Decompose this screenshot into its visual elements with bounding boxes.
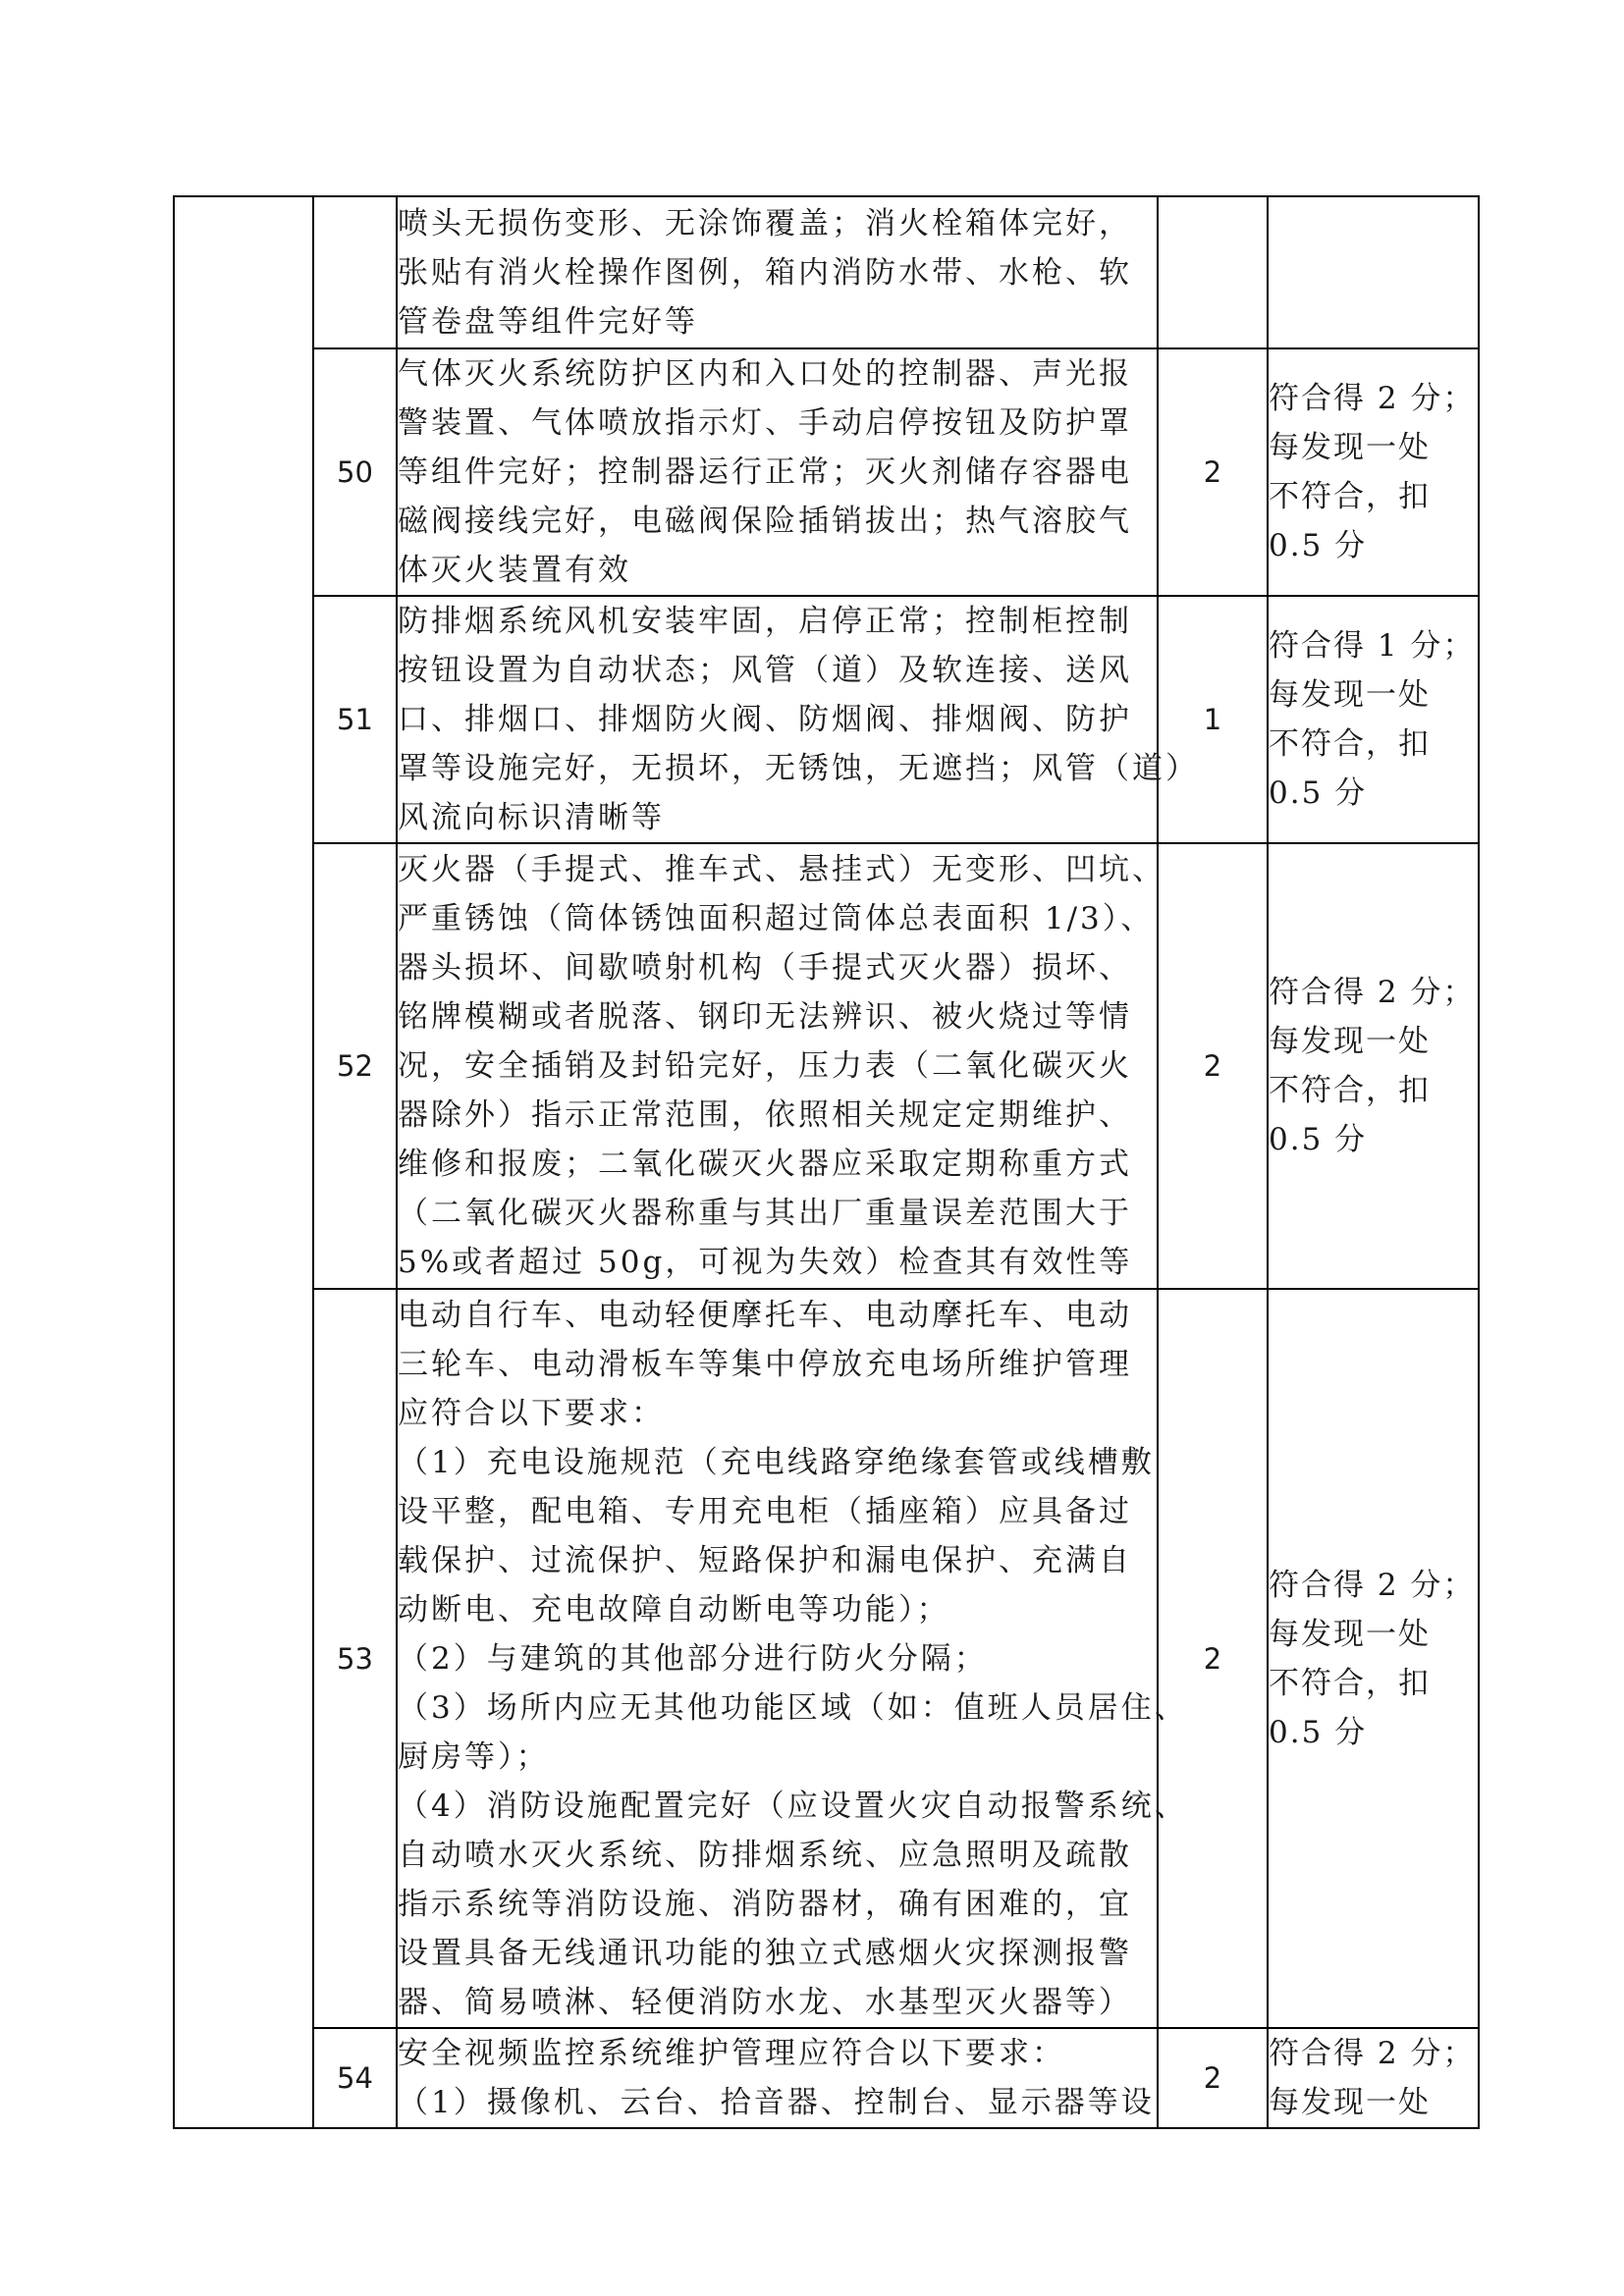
- item-number: [313, 196, 397, 348]
- scoring-rule-line: 符合得 2 分；: [1269, 381, 1476, 416]
- requirement-line: 指示系统等消防设施、消防器材，确有困难的，宜: [398, 1886, 1132, 1922]
- item-requirement: [397, 196, 1158, 348]
- requirement-line: 况，安全插销及封铅完好，压力表（二氧化碳灭火: [398, 1048, 1132, 1084]
- table-row: [174, 2028, 1479, 2128]
- requirement-line: 严重锈蚀（筒体锈蚀面积超过筒体总表面积 1/3）、: [398, 901, 1155, 936]
- requirement-line: 口、排烟口、排烟防火阀、防烟阀、排烟阀、防护: [398, 702, 1132, 737]
- requirement-line: 等组件完好；控制器运行正常；灭火剂储存容器电: [398, 454, 1132, 490]
- item-requirement: [397, 348, 1158, 596]
- scoring-rule: [1268, 2028, 1479, 2128]
- requirement-line: 灭火器（手提式、推车式、悬挂式）无变形、凹坑、: [398, 852, 1165, 887]
- scoring-rule-line: 0.5 分: [1269, 1714, 1368, 1750]
- requirement-line: 风流向标识清晰等: [398, 800, 665, 835]
- requirement-line: 应符合以下要求：: [398, 1395, 665, 1431]
- item-number: 51: [313, 596, 397, 843]
- scoring-rule-line: 每发现一处: [1269, 1024, 1431, 1059]
- scoring-rule-line: 不符合，扣: [1269, 479, 1431, 514]
- item-requirement: [397, 596, 1199, 843]
- requirement-line: 器头损坏、间歇喷射机构（手提式灭火器）损坏、: [398, 950, 1132, 986]
- requirement-line: （二氧化碳灭火器称重与其出厂重量误差范围大于: [398, 1196, 1132, 1231]
- requirement-line: 载保护、过流保护、短路保护和漏电保护、充满自: [398, 1542, 1132, 1578]
- requirement-line: 磁阀接线完好，电磁阀保险插销拔出；热气溶胶气: [398, 504, 1132, 539]
- requirement-line: 设置具备无线通讯功能的独立式感烟火灾探测报警: [398, 1935, 1132, 1971]
- item-number: 53: [313, 1289, 397, 2028]
- item-number: 50: [313, 348, 397, 596]
- requirement-line: 三轮车、电动滑板车等集中停放充电场所维护管理: [398, 1346, 1132, 1382]
- item-requirement: [397, 843, 1165, 1289]
- requirement-line: 设平整，配电箱、专用充电柜（插座箱）应具备过: [398, 1493, 1132, 1529]
- item-number: 52: [313, 843, 397, 1289]
- requirement-line: 5%或者超过 50g，可视为失效）检查其有效性等: [398, 1245, 1133, 1280]
- requirement-line: 安全视频监控系统维护管理应符合以下要求：: [398, 2036, 1065, 2071]
- table-row: [174, 1289, 1479, 2028]
- scoring-rule-line: 符合得 2 分；: [1269, 1567, 1476, 1603]
- requirement-line: （3）场所内应无其他功能区域（如：值班人员居住、: [398, 1689, 1188, 1726]
- requirement-line: （4）消防设施配置完好（应设置火灾自动报警系统、: [398, 1788, 1188, 1824]
- requirement-line: 维修和报废；二氧化碳灭火器应采取定期称重方式: [398, 1147, 1132, 1182]
- item-requirement: [397, 2028, 1158, 2128]
- item-score: 1: [1158, 596, 1268, 843]
- item-number: 54: [313, 2028, 397, 2128]
- scoring-rule: [1268, 1289, 1479, 2028]
- scoring-rule-line: 每发现一处: [1269, 1616, 1431, 1652]
- scoring-rule-line: 不符合，扣: [1269, 726, 1431, 762]
- scoring-rule-line: 0.5 分: [1269, 1122, 1368, 1157]
- requirement-line: 器除外）指示正常范围，依照相关规定定期维护、: [398, 1097, 1132, 1133]
- requirement-line: 器、简易喷淋、轻便消防水龙、水基型灭火器等）: [398, 1984, 1132, 2020]
- scoring-rule-line: 符合得 1 分；: [1269, 628, 1476, 664]
- item-score: 2: [1158, 2028, 1268, 2128]
- item-requirement: [397, 1289, 1188, 2028]
- scoring-rule-line: 符合得 2 分；: [1269, 975, 1476, 1010]
- scoring-rule-line: 0.5 分: [1269, 775, 1368, 811]
- item-score: 2: [1158, 843, 1268, 1289]
- item-score: 2: [1158, 1289, 1268, 2028]
- inspection-score-table: [173, 195, 1480, 2129]
- requirement-line: 张贴有消火栓操作图例，箱内消防水带、水枪、软: [398, 254, 1132, 291]
- category-cell: [174, 196, 313, 2128]
- table-row: [174, 596, 1479, 843]
- requirement-line: 防排烟系统风机安装牢固，启停正常；控制柜控制: [398, 604, 1132, 639]
- requirement-line: 罩等设施完好，无损坏，无锈蚀，无遮挡；风管（道）: [398, 751, 1199, 786]
- requirement-line: 动断电、充电故障自动断电等功能）；: [398, 1591, 950, 1628]
- table-row: [174, 196, 1479, 348]
- requirement-line: 体灭火装置有效: [398, 553, 631, 588]
- table-row: [174, 843, 1479, 1289]
- item-score: [1158, 196, 1268, 348]
- table-row: [174, 348, 1479, 596]
- scoring-rule: [1268, 196, 1479, 348]
- scoring-rule-line: 不符合，扣: [1269, 1073, 1431, 1108]
- scoring-rule: [1268, 348, 1479, 596]
- requirement-line: （1）摄像机、云台、拾音器、控制台、显示器等设: [398, 2085, 1155, 2120]
- scoring-rule-line: 每发现一处: [1269, 2085, 1431, 2120]
- requirement-line: 厨房等）；: [398, 1738, 550, 1775]
- scoring-rule-line: 每发现一处: [1269, 430, 1431, 465]
- scoring-rule-line: 不符合，扣: [1269, 1665, 1431, 1701]
- item-score: 2: [1158, 348, 1268, 596]
- requirement-line: 按钮设置为自动状态；风管（道）及软连接、送风: [398, 653, 1132, 688]
- requirement-line: 气体灭火系统防护区内和入口处的控制器、声光报: [398, 356, 1132, 392]
- scoring-rule-line: 每发现一处: [1269, 677, 1431, 713]
- requirement-line: （1）充电设施规范（充电线路穿绝缘套管或线槽敷: [398, 1444, 1155, 1480]
- requirement-line: 警装置、气体喷放指示灯、手动启停按钮及防护罩: [398, 405, 1132, 441]
- table-body: [174, 196, 1479, 2128]
- requirement-line: （2）与建筑的其他部分进行防火分隔；: [398, 1640, 988, 1677]
- scoring-rule: [1268, 843, 1479, 1289]
- requirement-line: 管卷盘等组件完好等: [398, 303, 698, 340]
- requirement-line: 喷头无损伤变形、无涂饰覆盖；消火栓箱体完好，: [398, 205, 1132, 241]
- scoring-rule: [1268, 596, 1479, 843]
- scoring-rule-line: 0.5 分: [1269, 528, 1368, 563]
- requirement-line: 自动喷水灭火系统、防排烟系统、应急照明及疏散: [398, 1837, 1132, 1873]
- scoring-rule-line: 符合得 2 分；: [1269, 2036, 1476, 2071]
- requirement-line: 铭牌模糊或者脱落、钢印无法辨识、被火烧过等情: [398, 999, 1132, 1035]
- requirement-line: 电动自行车、电动轻便摩托车、电动摩托车、电动: [398, 1297, 1132, 1333]
